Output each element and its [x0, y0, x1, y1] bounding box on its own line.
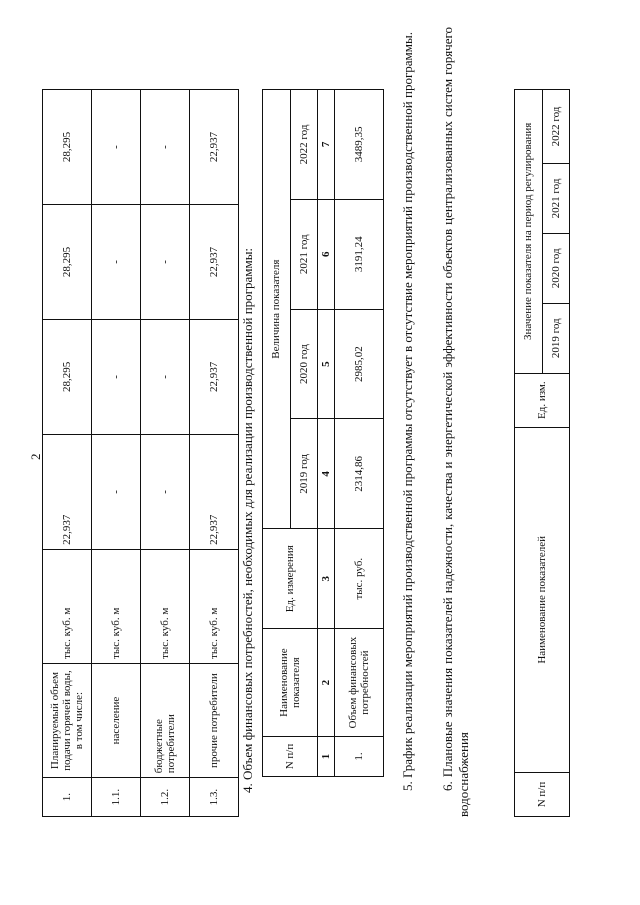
table-row [92, 90, 141, 817]
row-number: 1. [335, 737, 384, 777]
row-number: 1.3. [190, 778, 239, 817]
table-row [335, 90, 384, 777]
page-number: 2 [28, 453, 43, 460]
row-name: бюджетные потребители [141, 663, 190, 777]
header-year: 2022 год [290, 90, 318, 200]
header-year: 2020 год [542, 233, 570, 303]
row-unit: тыс. куб. м [43, 549, 92, 663]
column-index: 5 [318, 309, 335, 419]
value-2021: - [92, 204, 141, 319]
indicators-table [514, 89, 570, 817]
value-2020: - [141, 319, 190, 434]
column-index: 3 [318, 529, 335, 629]
value-2021: 3191,24 [335, 199, 384, 309]
value-2022: - [141, 90, 190, 205]
value-2019: 22,937 [43, 434, 92, 549]
value-2022: 22,937 [190, 90, 239, 205]
header-year: 2022 год [542, 90, 570, 164]
value-2022: 3489,35 [335, 90, 384, 200]
row-unit: тыс. куб. м [141, 549, 190, 663]
header-group: Величина показателя [263, 90, 291, 529]
row-number: 1.2. [141, 778, 190, 817]
value-2019: - [92, 434, 141, 549]
table-row [141, 90, 190, 817]
table-row [190, 90, 239, 817]
section-4-heading: 4. Объем финансовых потребностей, необходимых для реализации производственной программы: [240, 247, 255, 793]
value-2021: - [141, 204, 190, 319]
row-unit: тыс. руб. [335, 529, 384, 629]
header-year: 2021 год [290, 199, 318, 309]
value-2020: - [92, 319, 141, 434]
header-num: N п/п [263, 737, 318, 777]
value-2021: 28,295 [43, 204, 92, 319]
section-5-text: 5. График реализации мероприятий производственной программы отсутствует в отсутствие мероприятий производственной программы. [400, 32, 415, 791]
row-name: население [92, 663, 141, 777]
value-2020: 22,937 [190, 319, 239, 434]
value-2022: 28,295 [43, 90, 92, 205]
header-unit: Ед. измерения [263, 529, 318, 629]
column-index: 2 [318, 629, 335, 737]
header-year: 2021 год [542, 163, 570, 233]
value-2019: 22,937 [190, 434, 239, 549]
column-index: 6 [318, 199, 335, 309]
row-name: Планируемый объем подачи горячей воды, в том числе: [43, 663, 92, 777]
value-2020: 2985,02 [335, 309, 384, 419]
header-num: N п/п [515, 773, 570, 817]
header-year: 2019 год [542, 303, 570, 373]
value-2019: 2314,86 [335, 419, 384, 529]
header-year: 2019 год [290, 419, 318, 529]
table-index-row [318, 90, 335, 777]
header-group: Значение показателя на период регулирования [515, 90, 543, 374]
column-index: 4 [318, 419, 335, 529]
header-year: 2020 год [290, 309, 318, 419]
row-number: 1.1. [92, 778, 141, 817]
value-2019: - [141, 434, 190, 549]
value-2022: - [92, 90, 141, 205]
table-header-row [515, 90, 543, 817]
row-number: 1. [43, 778, 92, 817]
row-name: прочие потребители [190, 663, 239, 777]
row-unit: тыс. куб. м [190, 549, 239, 663]
financial-needs-table-full [262, 89, 384, 777]
row-unit: тыс. куб. м [92, 549, 141, 663]
value-2021: 22,937 [190, 204, 239, 319]
header-unit: Ед. изм. [515, 373, 570, 427]
header-name: Наименование показателя [263, 629, 318, 737]
row-name: Объем финансовых потребностей [335, 629, 384, 737]
header-name: Наименование показателей [515, 427, 570, 772]
column-index: 1 [318, 737, 335, 777]
value-2020: 28,295 [43, 319, 92, 434]
table-header-row [263, 90, 291, 777]
water-supply-table [42, 89, 239, 817]
table-row [43, 90, 92, 817]
column-index: 7 [318, 90, 335, 200]
section-6-text: 6. Плановые значения показателей надежности, качества и энергетической эффективности объектов централизованных систем горячего водоснабжения [440, 27, 471, 817]
